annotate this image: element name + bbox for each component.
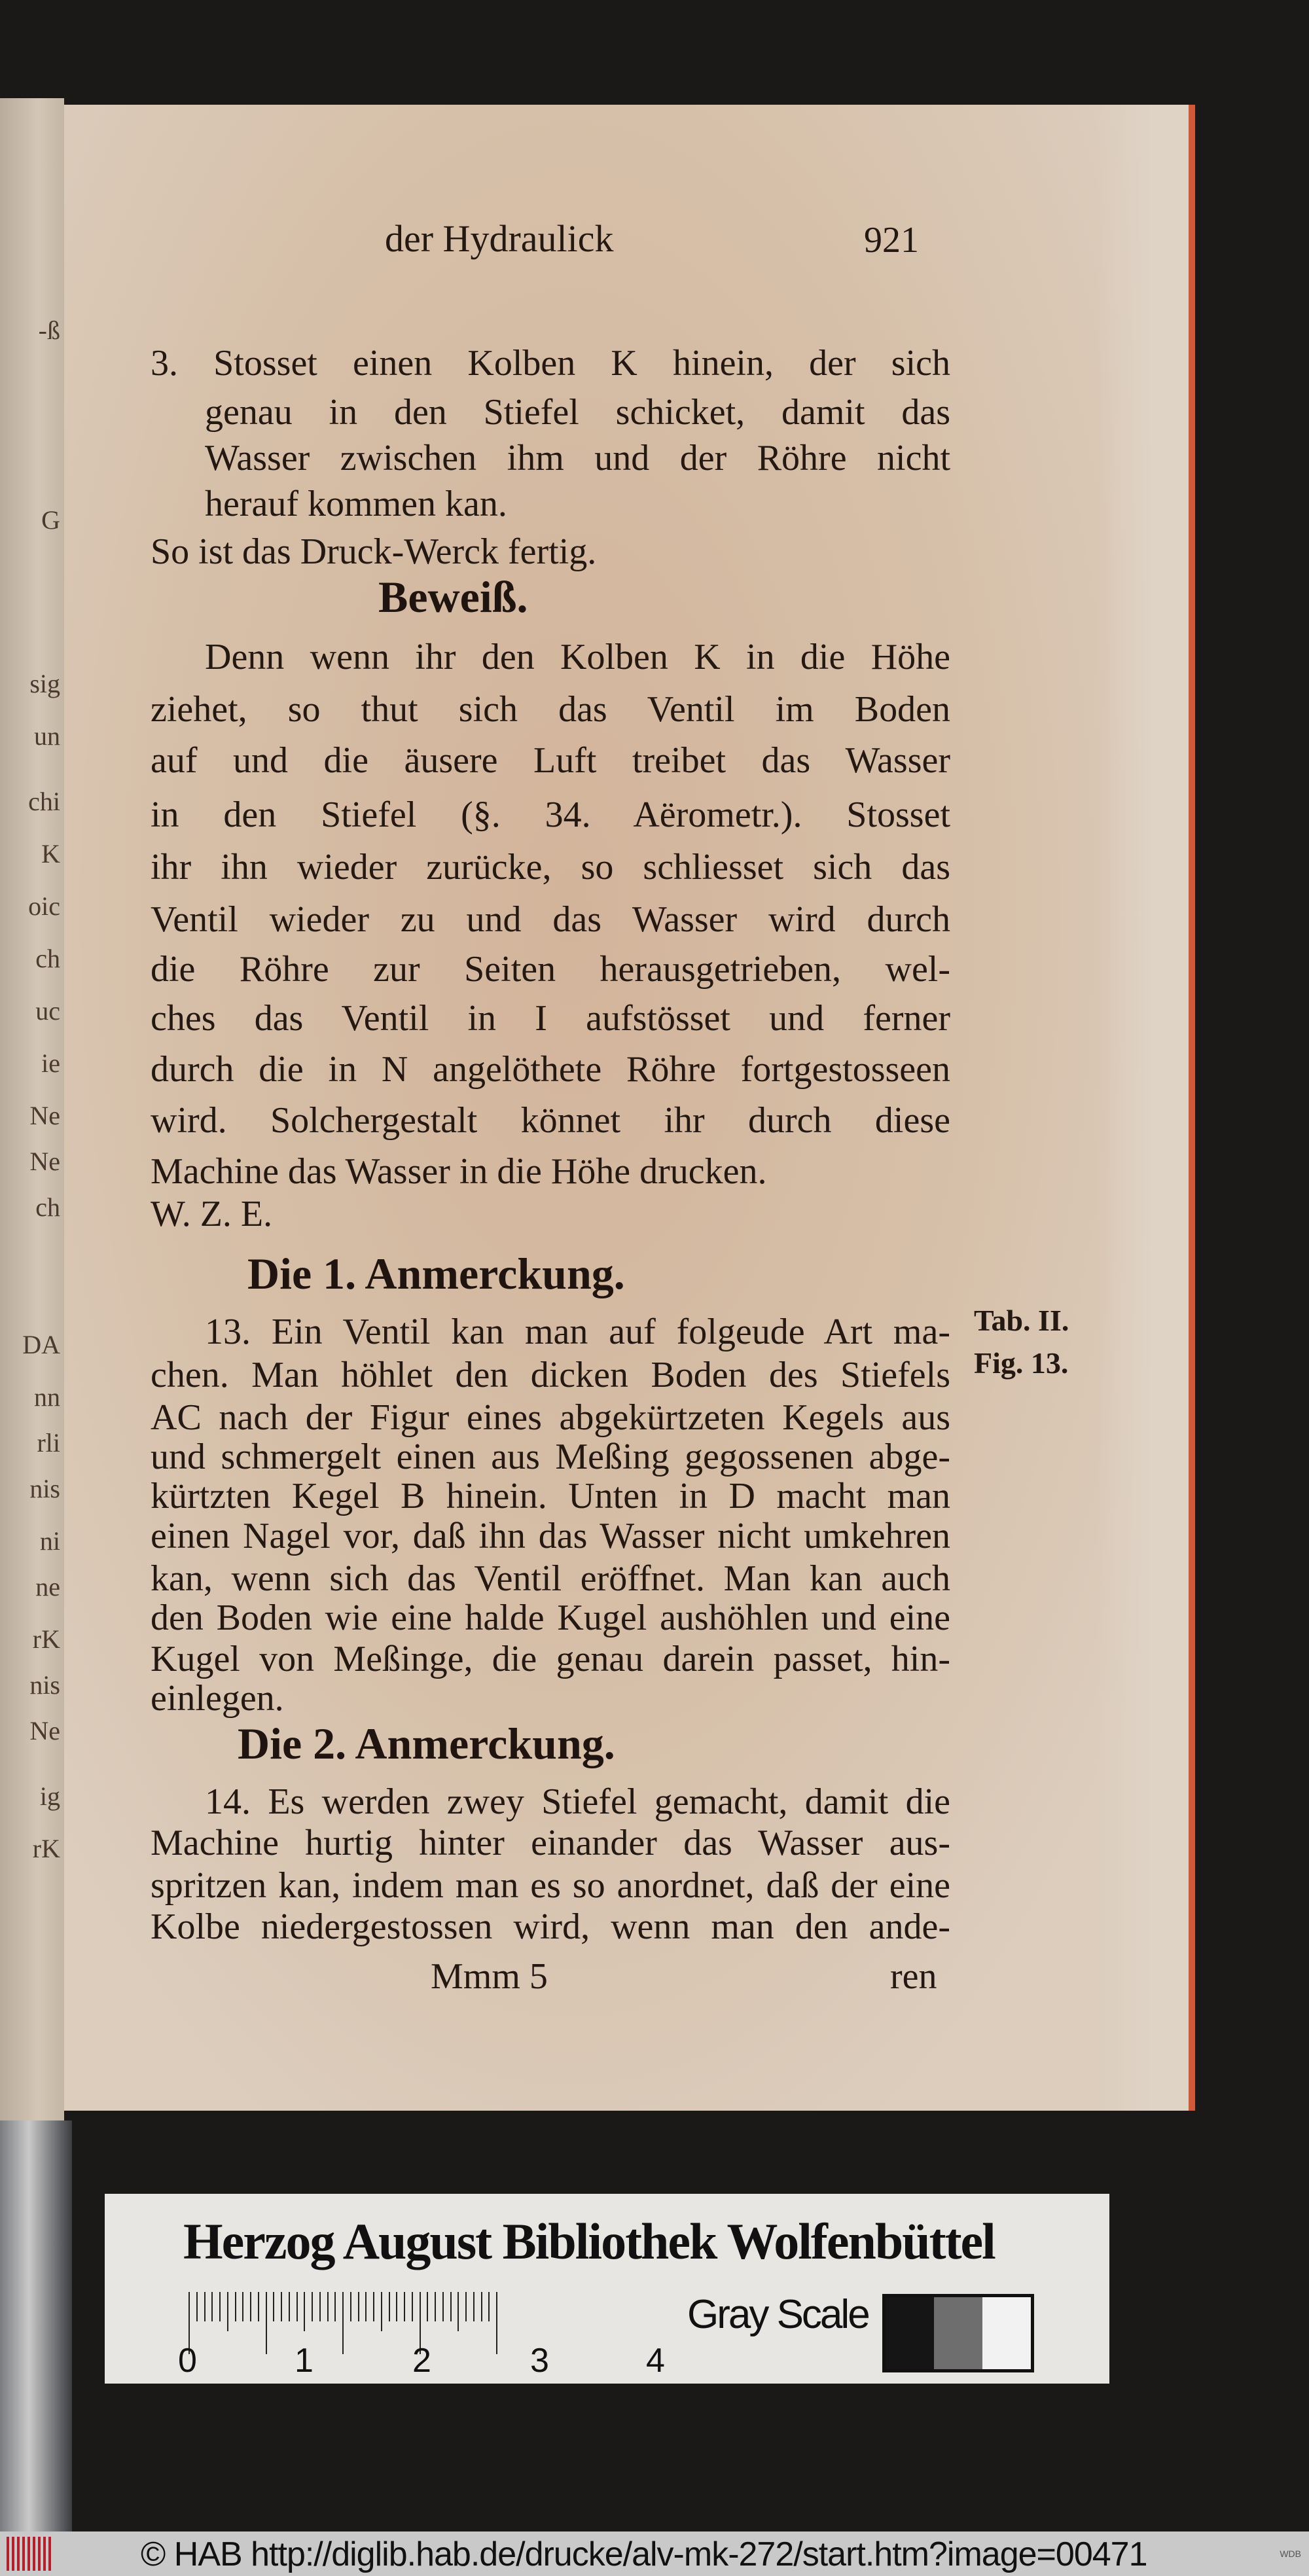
adjacent-page-fragment: ch (35, 1192, 60, 1222)
ruler-tick (242, 2292, 243, 2321)
adjacent-page-fragment: ne (35, 1572, 60, 1601)
ruler-tick (404, 2292, 405, 2321)
text-line: Wasser zwischen ihm und der Röhre nicht (205, 438, 950, 478)
ruler-tick (442, 2292, 444, 2321)
adjacent-page-fragment: DA (22, 1330, 60, 1359)
ruler-tick (334, 2292, 336, 2321)
text-line: Kolbe niedergestossen wird, wenn man den ande- (151, 1906, 950, 1947)
ruler-tick (204, 2292, 206, 2321)
ruler-tick (304, 2292, 305, 2331)
gray-scale-swatch (882, 2294, 1034, 2372)
text-line: Kugel von Meßinge, die genau darein passet, hin- (151, 1639, 950, 1679)
running-head: der Hydraulick (385, 217, 614, 260)
ruler-tick (358, 2292, 359, 2321)
ruler-tick (412, 2292, 413, 2321)
adjacent-page-fragment: uc (35, 996, 60, 1026)
gray-swatch-patch (886, 2297, 934, 2369)
adjacent-page-fragment: ie (41, 1048, 60, 1078)
text-line: einlegen. (151, 1678, 284, 1719)
text-line: die Röhre zur Seiten herausgetrieben, wel- (151, 949, 950, 990)
text-line: genau in den Stiefel schicket, damit das (205, 392, 950, 433)
text-line: in den Stiefel (§. 34. Aërometr.). Stosset (151, 795, 950, 835)
ruler-tick (296, 2292, 298, 2321)
page-number: 921 (864, 220, 919, 260)
ruler-tick (327, 2292, 329, 2321)
text-line: spritzen kan, indem man es so anordnet, daß der eine (151, 1865, 950, 1906)
adjacent-page-fragment: rK (32, 1834, 60, 1863)
footer-bar (0, 2531, 1309, 2576)
text-line: und schmergelt einen aus Meßing gegossenen abge- (151, 1437, 950, 1477)
gray-scale-label: Gray Scale (687, 2292, 869, 2337)
heading-beweis: Beweiß. (378, 572, 528, 622)
adjacent-page-fragment: K (41, 839, 60, 868)
ruler-scale (188, 2292, 496, 2354)
text-line: 14. Es werden zwey Stiefel gemacht, damit die (205, 1781, 950, 1822)
ruler-tick (319, 2292, 321, 2321)
ruler-tick (312, 2292, 313, 2321)
ruler-tick (219, 2292, 221, 2321)
adjacent-page-fragment: rK (32, 1624, 60, 1654)
book-page (64, 105, 1195, 2111)
gray-swatch-patch (934, 2297, 982, 2369)
ruler-tick (289, 2292, 290, 2321)
catchword: ren (890, 1956, 937, 1997)
text-line: ches das Ventil in I aufstösset und ferner (151, 998, 950, 1039)
adjacent-page-fragment: G (41, 505, 60, 535)
ruler-tick (235, 2292, 236, 2321)
adjacent-page-fragment: nis (29, 1474, 60, 1503)
ruler-label: 0 (178, 2342, 197, 2380)
text-line: Machine das Wasser in die Höhe drucken. (151, 1151, 767, 1192)
adjacent-page-fragment: oic (28, 891, 60, 921)
library-color-card (105, 2194, 1109, 2384)
adjacent-page-fragment: rli (37, 1428, 60, 1458)
heading-anmerckung-2: Die 2. Anmerckung. (238, 1719, 615, 1768)
ruler-tick (258, 2292, 259, 2321)
text-line: wird. Solchergestalt könnet ihr durch diese (151, 1100, 950, 1141)
ruler-tick (473, 2292, 475, 2321)
text-line: Denn wenn ihr den Kolben K in die Höhe (205, 637, 950, 677)
adjacent-page-fragment: un (34, 721, 60, 751)
page-edge-shade (1097, 105, 1189, 2111)
copyright-link[interactable]: © HAB http://diglib.hab.de/drucke/alv-mk-272/start.htm?image=00471 (141, 2535, 1147, 2573)
wdb-mark: WDB (1280, 2549, 1301, 2559)
ruler-tick (389, 2292, 390, 2321)
binder-clip (0, 2120, 72, 2531)
ruler-tick (266, 2292, 267, 2354)
text-line: den Boden wie eine halde Kugel aushöhlen und eine (151, 1598, 950, 1638)
ruler-tick (273, 2292, 274, 2321)
adjacent-page-fragment: sig (29, 669, 60, 698)
ruler-tick (211, 2292, 213, 2321)
text-line: Machine hurtig hinter einander das Wasser aus- (151, 1823, 950, 1863)
margin-note-figure: Fig. 13. (974, 1346, 1069, 1380)
text-line: Ventil wieder zu und das Wasser wird durch (151, 899, 950, 940)
ruler-label: 4 (646, 2342, 665, 2380)
adjacent-page-fragment: -ß (38, 315, 60, 345)
ruler-tick (250, 2292, 251, 2321)
text-line: So ist das Druck-Werck fertig. (151, 531, 597, 572)
adjacent-page-fragment: nn (34, 1382, 60, 1412)
margin-note-table: Tab. II. (974, 1304, 1069, 1337)
text-line: 3. Stosset einen Kolben K hinein, der sich (151, 343, 950, 384)
text-line: herauf kommen kan. (205, 484, 507, 524)
ruler-label: 2 (412, 2342, 431, 2380)
text-line: einen Nagel vor, daß ihn das Wasser nicht umkehren (151, 1516, 950, 1556)
ruler-tick (381, 2292, 382, 2331)
adjacent-page-fragment: ni (39, 1526, 60, 1556)
adjacent-page-fragment: Ne (29, 1147, 60, 1176)
ruler-tick (457, 2292, 459, 2331)
adjacent-page-fragment: ig (39, 1781, 60, 1811)
heading-anmerckung-1: Die 1. Anmerckung. (247, 1249, 625, 1298)
ruler-tick (496, 2292, 497, 2354)
adjacent-page-fragment: Ne (29, 1716, 60, 1745)
text-line: ihr ihn wieder zurücke, so schliesset sich das (151, 847, 950, 887)
text-line: ziehet, so thut sich das Ventil im Boden (151, 689, 950, 730)
ruler-label: 1 (295, 2342, 314, 2380)
ruler-tick (365, 2292, 367, 2321)
text-line: durch die in N angelöthete Röhre fortgestosseen (151, 1049, 950, 1090)
ruler-tick (427, 2292, 428, 2321)
ruler-tick (465, 2292, 467, 2321)
ruler-tick (373, 2292, 374, 2321)
ruler-tick (227, 2292, 228, 2331)
text-line: kan, wenn sich das Ventil eröffnet. Man kan auch (151, 1558, 950, 1599)
ruler-tick (196, 2292, 198, 2321)
ruler-tick (435, 2292, 436, 2321)
text-line: kürtzten Kegel B hinein. Unten in D macht man (151, 1476, 950, 1516)
text-line: auf und die äusere Luft treibet das Wasser (151, 740, 950, 781)
text-line: W. Z. E. (151, 1194, 273, 1234)
ruler-tick (488, 2292, 490, 2321)
ruler-tick (481, 2292, 482, 2321)
adjacent-page-edge (0, 98, 64, 2120)
ruler-tick (281, 2292, 282, 2321)
adjacent-page-fragment: Ne (29, 1101, 60, 1130)
ruler-tick (396, 2292, 397, 2321)
ruler-tick (450, 2292, 452, 2321)
adjacent-page-fragment: ch (35, 944, 60, 973)
hab-logo-icon (7, 2537, 52, 2571)
ruler-tick (342, 2292, 344, 2354)
signature-mark: Mmm 5 (431, 1956, 548, 1997)
ruler-label: 3 (530, 2342, 549, 2380)
text-line: 13. Ein Ventil kan man auf folgeude Art ma- (205, 1312, 950, 1352)
gray-swatch-patch (982, 2297, 1031, 2369)
text-line: chen. Man höhlet den dicken Boden des Stiefels (151, 1355, 950, 1395)
adjacent-page-fragment: chi (28, 787, 60, 816)
text-line: AC nach der Figur eines abgekürtzeten Kegels aus (151, 1397, 950, 1438)
ruler-tick (350, 2292, 351, 2321)
adjacent-page-fragment: nis (29, 1670, 60, 1700)
library-name: Herzog August Bibliothek Wolfenbüttel (183, 2213, 995, 2270)
